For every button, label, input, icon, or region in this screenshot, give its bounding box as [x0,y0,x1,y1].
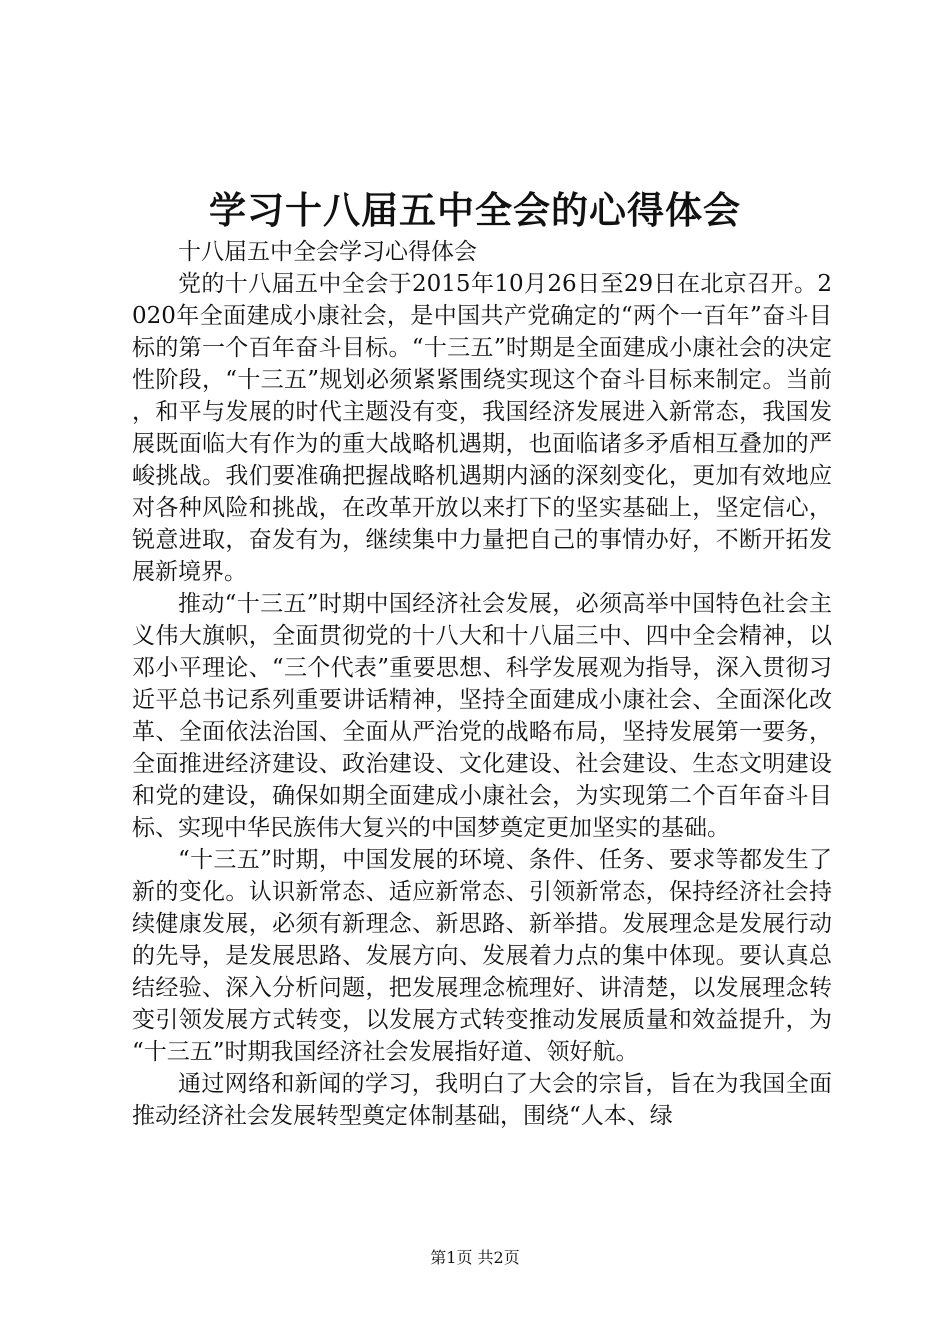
body-paragraph: 通过网络和新闻的学习，我明白了大会的宗旨，旨在为我国全面推动经济社会发展转型奠定体制基础，围绕“人本、绿 [132,1071,832,1129]
body-paragraph: “十三五”时期，中国发展的环境、条件、任务、要求等都发生了新的变化。认识新常态、适应新常态、引领新常态，保持经济社会持续健康发展，必须有新理念、新思路、新举措。发展理念是发展行动的先导，是发展思路、发展方向、发展着力点的集中体现。要认真总结经验、深入分析问题，把发展理念梳理好、讲清楚，以发展理念转变引领发展方式转变，以发展方式转变推动发展质量和效益提升，为“十三五”时期我国经济社会发展指好道、领好航。 [132,847,832,1065]
subtitle-paragraph: 十八届五中全会学习心得体会 [178,239,477,265]
document-title: 学习十八届五中全会的心得体会 [209,188,741,232]
body-paragraph: 党的十八届五中全会于2015年10月26日至29日在北京召开。2020年全面建成小康社会，是中国共产党确定的“两个一百年”奋斗目标的第一个百年奋斗目标。“十三五”时期是全面建成小康社会的决定性阶段，“十三五”规划必须紧紧围绕实现这个奋斗目标来制定。当前，和平与发展的时代主题没有变，我国经济发展进入新常态，我国发展既面临大有作为的重大战略机遇期，也面临诸多矛盾相互叠加的严峻挑战。我们要准确把握战略机遇期内涵的深刻变化，更加有效地应对各种风险和挑战，在改革开放以来打下的坚实基础上，坚定信心，锐意进取，奋发有为，继续集中力量把自己的事情办好，不断开拓发展新境界。 [132,271,832,585]
document-body [132,236,832,1132]
body-paragraph: 推动“十三五”时期中国经济社会发展，必须高举中国特色社会主义伟大旗帜，全面贯彻党的十八大和十八届三中、四中全会精神，以邓小平理论、“三个代表”重要思想、科学发展观为指导，深入贯彻习近平总书记系列重要讲话精神，坚持全面建成小康社会、全面深化改革、全面依法治国、全面从严治党的战略布局，坚持发展第一要务，全面推进经济建设、政治建设、文化建设、社会建设、生态文明建设和党的建设，确保如期全面建成小康社会，为实现第二个百年奋斗目标、实现中华民族伟大复兴的中国梦奠定更加坚实的基础。 [132,591,832,841]
page-number-footer: 第1页 共2页 [430,1248,520,1267]
